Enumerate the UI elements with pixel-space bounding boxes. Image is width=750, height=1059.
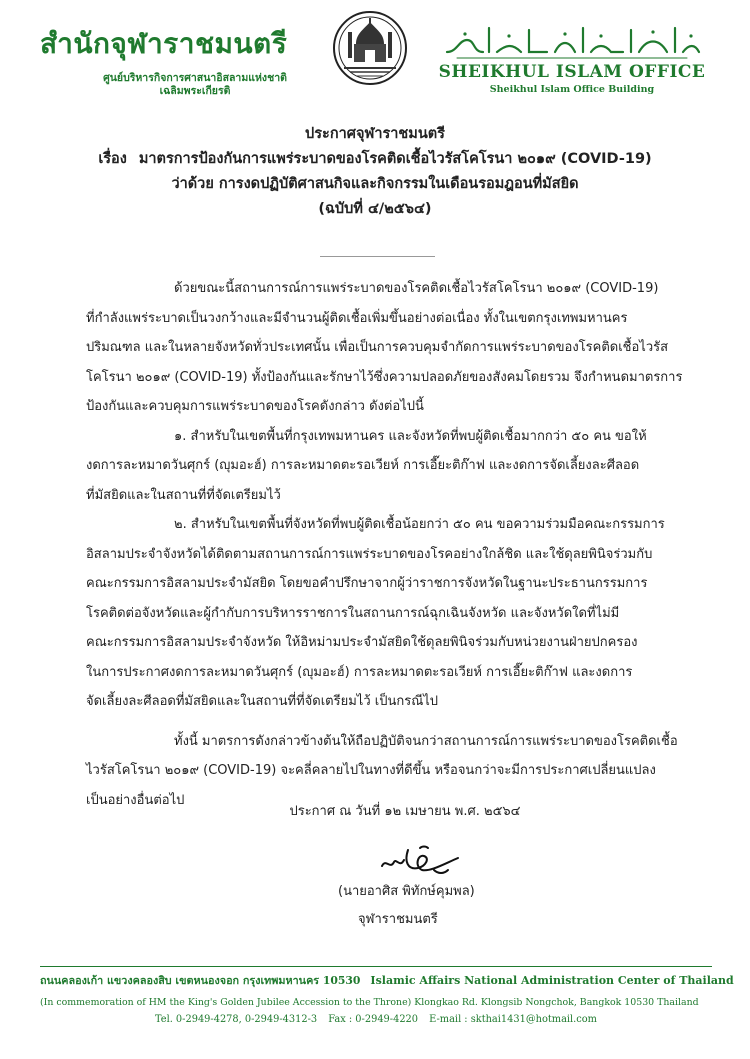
body-line: ในการประกาศงดการละหมาดวันศุกร์ (ญุมอะฮ์) การละหมาดตะรอเวียห์ การเอี๊ยะติก๊าฟ และงดการ (86, 664, 633, 680)
announcement-subject (60, 147, 690, 172)
office-thai-subtitle (40, 72, 330, 98)
paragraph-intro (86, 274, 686, 422)
office-english-title: SHEIKHUL ISLAM OFFICE (438, 62, 706, 82)
letterhead-english (432, 22, 712, 95)
paragraph-item-2 (86, 510, 686, 717)
announcement-title: ประกาศจุฬาราชมนตรี (305, 126, 445, 142)
announcement-issue: (ฉบับที่ ๔/๒๕๖๔) (318, 201, 432, 217)
office-thai-subtitle-line-2: เฉลิมพระเกียรติ (159, 85, 231, 97)
body-line: ไวรัสโคโรนา ๒๐๑๙ (COVID-19) จะคลี่คลายไปในทางที่ดีขึ้น หรือจนกว่าจะมีการประกาศเปลี่ยนแปลง (86, 763, 656, 778)
body-line: ด้วยขณะนี้สถานการณ์การแพร่ระบาดของโรคติดเชื้อไวรัสโคโรนา ๒๐๑๙ (COVID-19) (174, 281, 659, 296)
footer-address-thai: ถนนคลองเก้า แขวงคลองสิบ เขตหนองจอก กรุงเทพมหานคร 10530 (40, 974, 361, 987)
footer-fax: Fax : 0-2949-4220 (328, 1014, 419, 1025)
footer-contact (40, 1014, 712, 1025)
office-english-subtitle: Sheikhul Islam Office Building (489, 84, 655, 95)
body-line: ปริมณฑล และในหลายจังหวัดทั่วประเทศนั้น เพื่อเป็นการควบคุมจำกัดการแพร่ระบาดของโรคติดเชื้อไวรัส (86, 340, 669, 355)
arabic-calligraphy-logo (437, 22, 707, 62)
letterhead-thai (40, 22, 330, 98)
body-line: คณะกรรมการอิสลามประจำจังหวัด ให้อิหม่ามประจำมัสยิดใช้ดุลยพินิจร่วมกับหน่วยงานฝ่ายปกครอง (86, 635, 638, 650)
footer-line-1 (40, 972, 734, 989)
body-line: ที่กำลังแพร่ระบาดเป็นวงกว้างและมีจำนวนผู้ติดเชื้อเพิ่มขึ้นอย่างต่อเนื่อง ทั้งในเขตกรุงเทพมหานคร (86, 310, 628, 326)
body-line: ป้องกันและควบคุมการแพร่ระบาดของโรคดังกล่าว ดังต่อไปนี้ (86, 399, 424, 414)
subject-label: เรื่อง (98, 151, 127, 167)
body-line: จัดเลี้ยงละศีลอดที่มัสยิดและในสถานที่ที่จัดเตรียมไว้ เป็นกรณีไป (86, 694, 439, 709)
body-line: ๒. สำหรับในเขตพื้นที่จังหวัดที่พบผู้ติดเชื้อน้อยกว่า ๕๐ คน ขอความร่วมมือคณะกรรมการ (174, 517, 665, 532)
mosque-seal-icon (332, 10, 408, 86)
footer-address-english: (In commemoration of HM the King's Golden Jubilee Accession to the Throne) Klongkao Rd. Klongsib Nongchok, Bangkok 10530 Thailand (40, 997, 699, 1008)
announcement-heading (60, 122, 690, 222)
footer-tel: Tel. 0-2949-4278, 0-2949-4312-3 (155, 1014, 318, 1025)
subject-text: มาตรการป้องกันการแพร่ระบาดของโรคติดเชื้อไวรัสโคโรนา ๒๐๑๙ (COVID-19) (138, 151, 652, 167)
office-thai-title: สำนักจุฬาราชมนตรี (40, 27, 288, 60)
body-line: ๑. สำหรับในเขตพื้นที่กรุงเทพมหานคร และจังหวัดที่พบผู้ติดเชื้อมากกว่า ๕๐ คน ขอให้ (174, 428, 647, 444)
body-line: คณะกรรมการอิสลามประจำมัสยิด โดยขอคำปรึกษาจากผู้ว่าราชการจังหวัดในฐานะประธานกรรมการ (86, 576, 648, 591)
body-line: โคโรนา ๒๐๑๙ (COVID-19) ทั้งป้องกันและรักษาไว้ซึ่งความปลอดภัยของสังคมโดยรวม จึงกำหนดมาตรการ (86, 369, 683, 385)
body-line: ทั้งนี้ มาตรการดังกล่าวข้างต้นให้ถือปฏิบัติจนกว่าสถานการณ์การแพร่ระบาดของโรคติดเชื้อ (174, 733, 678, 749)
body-line: โรคติดต่อจังหวัดและผู้กำกับการบริหารราชการในสถานการณ์ฉุกเฉินจังหวัด และจังหวัดใดที่ไม่มี (86, 605, 620, 621)
paragraph-gap (86, 717, 686, 727)
announcement-date: ประกาศ ณ วันที่ ๑๒ เมษายน พ.ศ. ๒๕๖๔ (289, 804, 521, 819)
announcement-subtitle: ว่าด้วย การงดปฏิบัติศาสนกิจและกิจกรรมในเดือนรอมฎอนที่มัสยิด (171, 176, 579, 192)
signer-title: จุฬาราชมนตรี (358, 912, 438, 927)
body-line: อิสลามประจำจังหวัดได้ติดตามสถานการณ์การแพร่ระบาดของโรคอย่างใกล้ชิด และใช้ดุลยพินิจร่วมกับ (86, 546, 653, 562)
paragraph-item-1 (86, 422, 686, 511)
footer-email: E-mail : skthai1431@hotmail.com (429, 1014, 597, 1025)
body-line: ที่มัสยิดและในสถานที่ที่จัดเตรียมไว้ (86, 487, 281, 503)
footer (40, 972, 734, 1025)
signer-name: (นายอาศิส พิทักษ์คุมพล) (338, 884, 475, 899)
body-line: งดการละหมาดวันศุกร์ (ญุมอะฮ์) การละหมาดตะรอเวียห์ การเอี๊ยะติก๊าฟ และงดการจัดเลี้ยงละศีลอด (86, 458, 640, 473)
office-thai-subtitle-line-1: ศูนย์บริหารกิจการศาสนาอิสลามแห่งชาติ (103, 72, 287, 84)
heading-divider (320, 256, 435, 257)
footer-rule (40, 966, 712, 967)
footer-center-name: Islamic Affairs National Administration Center of Thailand (370, 974, 734, 987)
handwritten-signature (374, 840, 464, 880)
announcement-body (86, 274, 686, 815)
body-line: เป็นอย่างอื่นต่อไป (86, 792, 185, 808)
